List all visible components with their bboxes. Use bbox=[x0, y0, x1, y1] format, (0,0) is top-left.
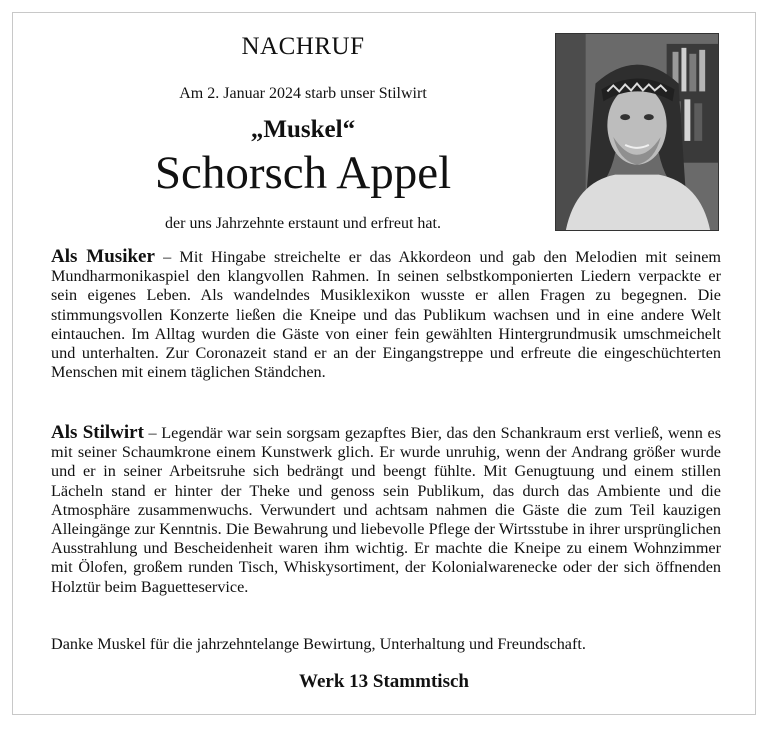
section-lead: Als Musiker bbox=[51, 246, 155, 267]
tagline: der uns Jahrzehnte erstaunt und erfreut hat. bbox=[165, 215, 441, 232]
section-lead: Als Stilwirt bbox=[51, 422, 144, 443]
portrait-photo bbox=[555, 33, 719, 231]
section-innkeeper bbox=[51, 423, 721, 597]
obituary-notice bbox=[12, 12, 756, 715]
deceased-name: Schorsch Appel bbox=[154, 147, 452, 199]
closing-line: Danke Muskel für die jahrzehntelange Bewirtung, Unterhaltung und Freundschaft. bbox=[51, 635, 586, 653]
section-text: – Legendär war sein sorgsam gezapftes Bier, das den Schankraum erst verließ, wenn es mit seiner Schaumkrone einem Kunstwerk glich. Er wurde unruhig, wenn der Andrang größer wurde und er in seiner Arbeitsruhe sich bedrängt und beengt fühlte. Mit Genugtuung und einem stillen Lächeln stand er hinter der Theke und genoss sein Publikum, das durch das Ambiente und die Atmosphäre zusammenwuchs. Verwundert und achtsam nahmen die Gäste die zum Teil kauzigen Alleingänge zur Kenntnis. Die Bewahrung und liebevolle Pflege der Wirtsstube in ihrer ursprünglichen Ausstrahlung und Bescheidenheit waren ihm wichtig. Er machte die Kneipe zu einem Wohnzimmer mit Ölofen, großem runden Tisch, Whiskysortiment, der Kolonialwarenecke oder der sich öffnenden Holztür beim Baguetteservice. bbox=[51, 424, 721, 596]
page-title: NACHRUF bbox=[241, 33, 365, 60]
nickname: „Muskel“ bbox=[250, 116, 356, 143]
intro-line: Am 2. Januar 2024 starb unser Stilwirt bbox=[179, 85, 427, 102]
signature: Werk 13 Stammtisch bbox=[299, 671, 469, 692]
section-text: – Mit Hingabe streichelte er das Akkordeon und gab den Melodien mit seinem Mundharmonikaspiel den klangvollen Rahmen. In seinen selbstkomponierten Liedern verpackte er sein eigenes Leben. Als wandelndes Musiklexikon wusste er allen Fragen zu begegnen. Die stimmungsvollen Konzerte ließen die Kneipe und das Publikum wachsen und in eine andere Welt eintauchen. Im Alltag wurden die Gäste von einer fein gewählten Hintergrundmusik umschmeichelt und unterhalten. Zur Coronazeit stand er an der Eingangstreppe und erfreute die eingeschüchterten Menschen mit einem täglichen Ständchen. bbox=[51, 248, 721, 382]
section-musician bbox=[51, 247, 721, 382]
